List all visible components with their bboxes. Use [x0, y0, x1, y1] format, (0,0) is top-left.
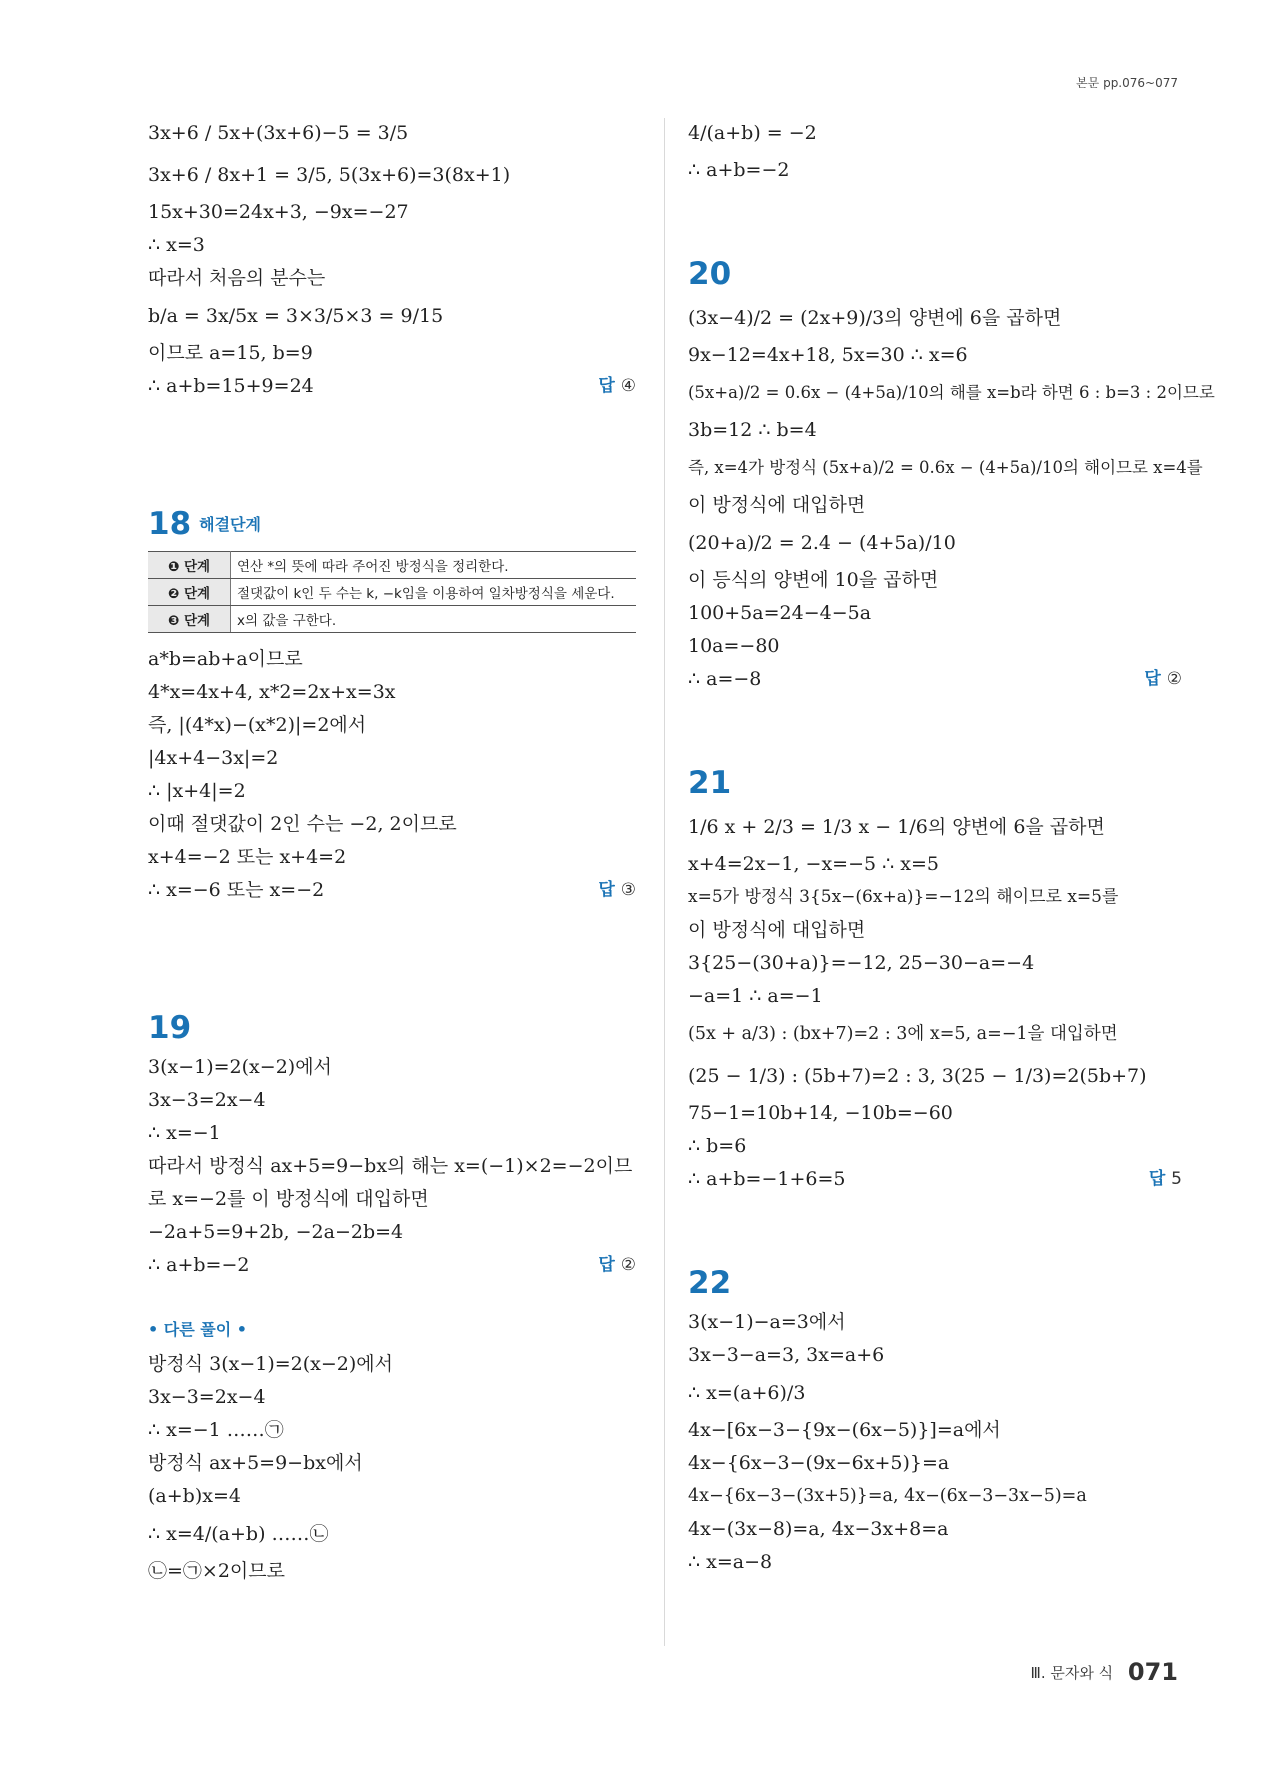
solution-line: (3x−4)/2 = (2x+9)/3의 양변에 6을 곱하면: [688, 307, 1062, 329]
solution-line: 이 등식의 양변에 10을 곱하면: [688, 569, 939, 591]
solution-line: 9x−12=4x+18, 5x=30 ∴ x=6: [688, 344, 968, 366]
solution-line: 따라서 처음의 분수는: [148, 267, 326, 289]
problem-number-20: 20: [688, 256, 732, 292]
solution-line: 15x+30=24x+3, −9x=−27: [148, 201, 409, 223]
solution-line: (5x+a)/2 = 0.6x − (4+5a)/10의 해를 x=b라 하면 6 : b=3 : 2이므로: [688, 383, 1215, 402]
solution-line: ∴ a+b=15+9=24 답 ④: [148, 370, 636, 403]
page-number: 071: [1127, 1658, 1178, 1686]
solution-line: 3x+6 / 8x+1 = 3/5, 5(3x+6)=3(8x+1): [148, 164, 511, 186]
right-column: [688, 112, 1215, 1579]
left-column: [148, 112, 636, 1588]
alternative-solution-title: • 다른 풀이 •: [148, 1320, 247, 1339]
solution-line: 3{25−(30+a)}=−12, 25−30−a=−4: [688, 952, 1035, 974]
solution-line: 즉, |(4*x)−(x*2)|=2에서: [148, 714, 367, 736]
solution-line: ∴ x=4/(a+b) ……㉡: [148, 1523, 329, 1545]
problem-number-18: 18 $^{해결단계}$: [148, 506, 261, 542]
solution-line: 4x−{6x−3−(9x−6x+5)}=a: [688, 1452, 950, 1474]
solution-line: 3(x−1)=2(x−2)에서: [148, 1056, 332, 1078]
solution-line: 즉, x=4가 방정식 (5x+a)/2 = 0.6x − (4+5a)/10의 해이므로 x=4를: [688, 458, 1203, 477]
solution-line: 이 방정식에 대입하면: [688, 494, 866, 516]
solution-line: 3x+6 / 5x+(3x+6)−5 = 3/5: [148, 122, 409, 144]
solution-line: 3x−3−a=3, 3x=a+6: [688, 1344, 885, 1366]
answer-19: 답 ②: [598, 1255, 636, 1275]
solution-line: ∴ b=6: [688, 1135, 747, 1157]
solution-line: (20+a)/2 = 2.4 − (4+5a)/10: [688, 532, 956, 554]
solution-line: ∴ a+b=−2 답 ②: [148, 1249, 636, 1282]
solution-line: ㉡=㉠×2이므로: [148, 1560, 285, 1582]
solution-line: −2a+5=9+2b, −2a−2b=4: [148, 1221, 404, 1243]
solution-line: 4x−[6x−3−{9x−(6x−5)}]=a에서: [688, 1419, 1001, 1441]
solution-line: 방정식 ax+5=9−bx에서: [148, 1452, 363, 1474]
solution-line: 로 x=−2를 이 방정식에 대입하면: [148, 1188, 429, 1210]
solution-line: ∴ a+b=−2: [688, 159, 790, 181]
page-footer: [1031, 1658, 1179, 1686]
solution-line: ∴ x=(a+6)/3: [688, 1382, 806, 1404]
solution-line: ∴ x=−1: [148, 1122, 221, 1144]
solution-line: 3x−3=2x−4: [148, 1089, 266, 1111]
solution-line: 4x−{6x−3−(3x+5)}=a, 4x−(6x−3−3x−5)=a: [688, 1486, 1087, 1506]
solution-line: 방정식 3(x−1)=2(x−2)에서: [148, 1353, 394, 1375]
solution-line: 이 방정식에 대입하면: [688, 919, 866, 941]
solution-line: 1/6 x + 2/3 = 1/3 x − 1/6의 양변에 6을 곱하면: [688, 816, 1105, 838]
solution-line: x+4=−2 또는 x+4=2: [148, 846, 347, 868]
solution-line: 이때 절댓값이 2인 수는 −2, 2이므로: [148, 813, 457, 835]
solution-line: 4*x=4x+4, x*2=2x+x=3x: [148, 681, 396, 703]
solution-line: ∴ x=3: [148, 234, 205, 256]
solution-line: 3x−3=2x−4: [148, 1386, 266, 1408]
problem-number-21: 21: [688, 765, 732, 801]
answer-18: 답 ③: [598, 880, 636, 900]
solution-line: x=5가 방정식 3{5x−(6x+a)}=−12의 해이므로 x=5를: [688, 887, 1119, 907]
problem-number-22: 22: [688, 1265, 732, 1301]
solution-line: −a=1 ∴ a=−1: [688, 985, 823, 1007]
answer-20: 답 ②: [1144, 669, 1182, 689]
solution-line: (25 − 1/3) : (5b+7)=2 : 3, 3(25 − 1/3)=2(5b+7): [688, 1065, 1147, 1087]
solution-line: 3(x−1)−a=3에서: [688, 1311, 846, 1333]
solution-line: ∴ a+b=−1+6=5 답 5: [688, 1163, 1182, 1196]
solution-line: (a+b)x=4: [148, 1485, 241, 1507]
solution-line: ∴ x=a−8: [688, 1551, 773, 1573]
chapter-label: Ⅲ. 문자와 식: [1030, 1664, 1114, 1682]
answer-21: 답 5: [1148, 1169, 1182, 1189]
table-row: ❸ 단계 x의 값을 구한다.: [148, 606, 636, 633]
table-row: ❷ 단계 절댓값이 k인 두 수는 k, −k임을 이용하여 일차방정식을 세운다.: [148, 579, 636, 606]
solution-line: 100+5a=24−4−5a: [688, 602, 872, 624]
solution-line: 따라서 방정식 ax+5=9−bx의 해는 x=(−1)×2=−2이므: [148, 1155, 633, 1177]
solution-line: ∴ |x+4|=2: [148, 780, 246, 802]
solution-line: (5x + a/3) : (bx+7)=2 : 3에 x=5, a=−1을 대입하면: [688, 1024, 1118, 1044]
solution-line: x+4=2x−1, −x=−5 ∴ x=5: [688, 853, 939, 875]
solution-line: |4x+4−3x|=2: [148, 747, 279, 769]
column-divider: [664, 118, 665, 1646]
solution-line: 4/(a+b) = −2: [688, 122, 817, 144]
solution-line: b/a = 3x/5x = 3×3/5×3 = 9/15: [148, 305, 444, 327]
solution-line: 3b=12 ∴ b=4: [688, 419, 817, 441]
solution-line: 4x−(3x−8)=a, 4x−3x+8=a: [688, 1518, 949, 1540]
solution-line: ∴ x=−6 또는 x=−2 답 ③: [148, 874, 636, 907]
page-reference: 본문 pp.076~077: [1076, 76, 1178, 90]
answer-17: 답 ④: [598, 376, 636, 396]
solution-line: 이므로 a=15, b=9: [148, 342, 313, 364]
problem-number-19: 19: [148, 1010, 192, 1046]
solution-line: ∴ x=−1 ……㉠: [148, 1419, 284, 1441]
steps-table: [148, 551, 636, 633]
table-row: ❶ 단계 연산 *의 뜻에 따라 주어진 방정식을 정리한다.: [148, 552, 636, 579]
solution-line: a*b=ab+a이므로: [148, 648, 303, 670]
solution-line: 10a=−80: [688, 635, 780, 657]
solution-line: ∴ a=−8 답 ②: [688, 663, 1182, 696]
solution-line: 75−1=10b+14, −10b=−60: [688, 1102, 953, 1124]
